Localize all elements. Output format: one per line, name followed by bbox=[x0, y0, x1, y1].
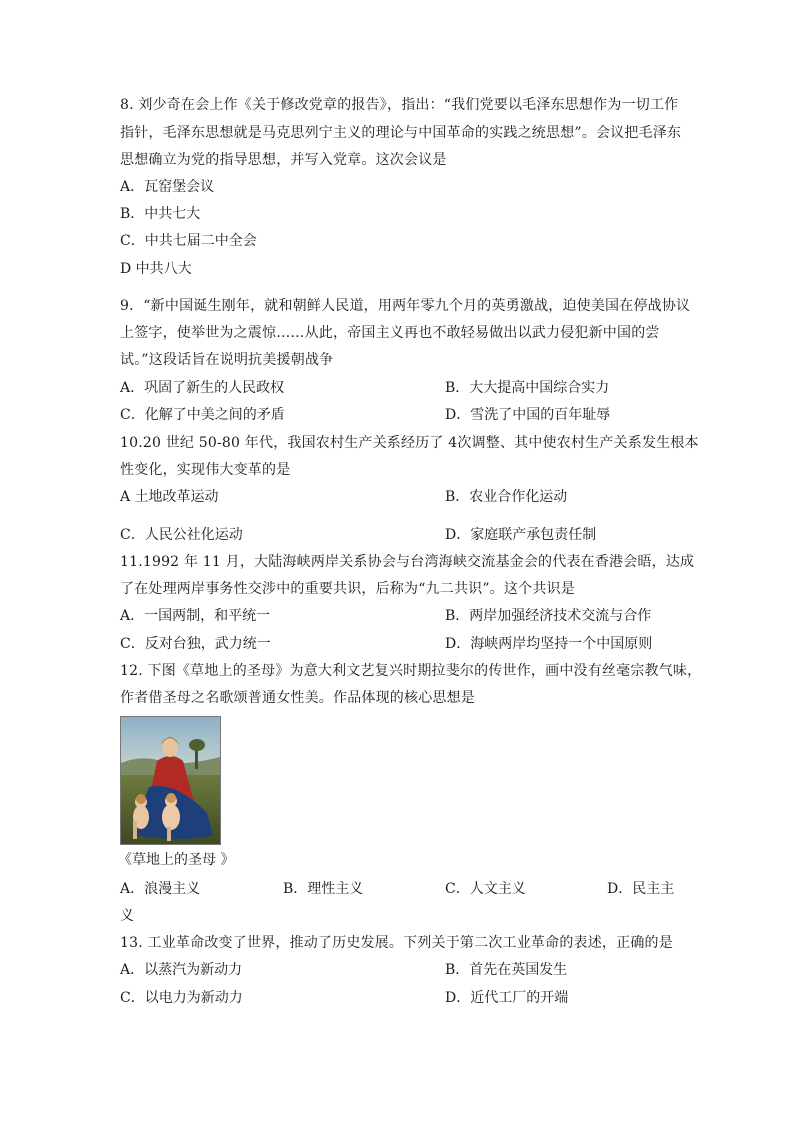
q13-option-d: D．近代工厂的开端 bbox=[445, 990, 569, 1006]
q9-option-a: A．巩固了新生的人民政权 bbox=[120, 380, 285, 396]
q9-stem-line-1: 9．“新中国诞生刚年，就和朝鲜人民道，用两年零九个月的英勇激战，迫使美国在停战协议 bbox=[120, 298, 691, 314]
q13-option-c: C．以电力为新动力 bbox=[120, 990, 243, 1006]
q8-stem-line-2: 指针，毛泽东思想就是马克思列宁主义的理论与中国革命的实践之统思想”。会议把毛泽东 bbox=[120, 125, 682, 141]
q12-option-d-wrap: 义 bbox=[120, 908, 134, 924]
q11-option-c: C．反对台独，武力统一 bbox=[120, 636, 271, 652]
q12-option-d: D．民主主 bbox=[607, 881, 675, 897]
q10-option-d: D．家庭联产承包责任制 bbox=[445, 527, 597, 543]
q12-stem-line-2: 作者借圣母之名歌颂普通女性美。作品体现的核心思想是 bbox=[120, 690, 475, 706]
q13-stem-line-1: 13. 工业革命改变了世界，推动了历史发展。下列关于第二次工业革命的表述，正确的是 bbox=[120, 935, 673, 951]
q8-option-b: B．中共七大 bbox=[120, 206, 201, 222]
q10-option-b: B．农业合作化运动 bbox=[445, 489, 568, 505]
q8-stem-line-1: 8. 刘少奇在会上作《关于修改党章的报告》，指出：“我们党要以毛泽东思想作为一切工作 bbox=[120, 97, 679, 113]
q12-option-c: C．人文主义 bbox=[445, 881, 526, 897]
q10-option-a: A 土地改革运动 bbox=[120, 489, 219, 505]
q9-stem-line-3: 试。”这段话旨在说明抗美援朝战争 bbox=[120, 352, 334, 368]
q11-option-d: D．海峡两岸均坚持一个中国原则 bbox=[445, 636, 653, 652]
q9-option-c: C．化解了中美之间的矛盾 bbox=[120, 407, 285, 423]
q11-stem-line-1: 11.1992 年 11 月，大陆海峡两岸关系协会与台湾海峡交流基金会的代表在香港会晤，达成 bbox=[120, 554, 695, 570]
madonna-of-the-meadow-painting bbox=[120, 716, 221, 845]
q8-option-c: C．中共七届二中全会 bbox=[120, 233, 257, 249]
q8-option-a: A．瓦窑堡会议 bbox=[120, 179, 215, 195]
q11-option-b: B．两岸加强经济技术交流与合作 bbox=[445, 608, 652, 624]
q10-stem-line-1: 10.20 世纪 50-80 年代，我国农村生产关系经历了 4次调整、其中使农村生产关系发生根本 bbox=[120, 435, 699, 451]
q11-option-a: A．一国两制，和平统一 bbox=[120, 608, 271, 624]
q12-option-b: B．理性主义 bbox=[283, 881, 364, 897]
q9-option-d: D．雪洗了中国的百年耻辱 bbox=[445, 407, 611, 423]
q12-option-a: A．浪漫主义 bbox=[120, 881, 201, 897]
q10-stem-line-2: 性变化，实现伟大变革的是 bbox=[120, 462, 291, 478]
q8-stem-line-3: 思想确立为党的指导思想，并写入党章。这次会议是 bbox=[120, 152, 447, 168]
q12-stem-line-1: 12. 下图《草地上的圣母》为意大利文艺复兴时期拉斐尔的传世作，画中没有丝毫宗教气味， bbox=[120, 663, 702, 679]
q9-option-b: B．大大提高中国综合实力 bbox=[445, 380, 610, 396]
q13-option-b: B．首先在英国发生 bbox=[445, 962, 568, 978]
q13-option-a: A．以蒸汽为新动力 bbox=[120, 962, 243, 978]
painting-caption: 《草地上的圣母 》 bbox=[118, 852, 235, 868]
q9-stem-line-2: 上签字，使举世为之震惊……从此，帝国主义再也不敢轻易做出以武力侵犯新中国的尝 bbox=[120, 325, 660, 341]
q8-option-d: D 中共八大 bbox=[120, 261, 192, 277]
q10-option-c: C．人民公社化运动 bbox=[120, 527, 243, 543]
q11-stem-line-2: 了在处理两岸事务性交涉中的重要共识，后称为“九二共识”。这个共识是 bbox=[120, 581, 575, 597]
